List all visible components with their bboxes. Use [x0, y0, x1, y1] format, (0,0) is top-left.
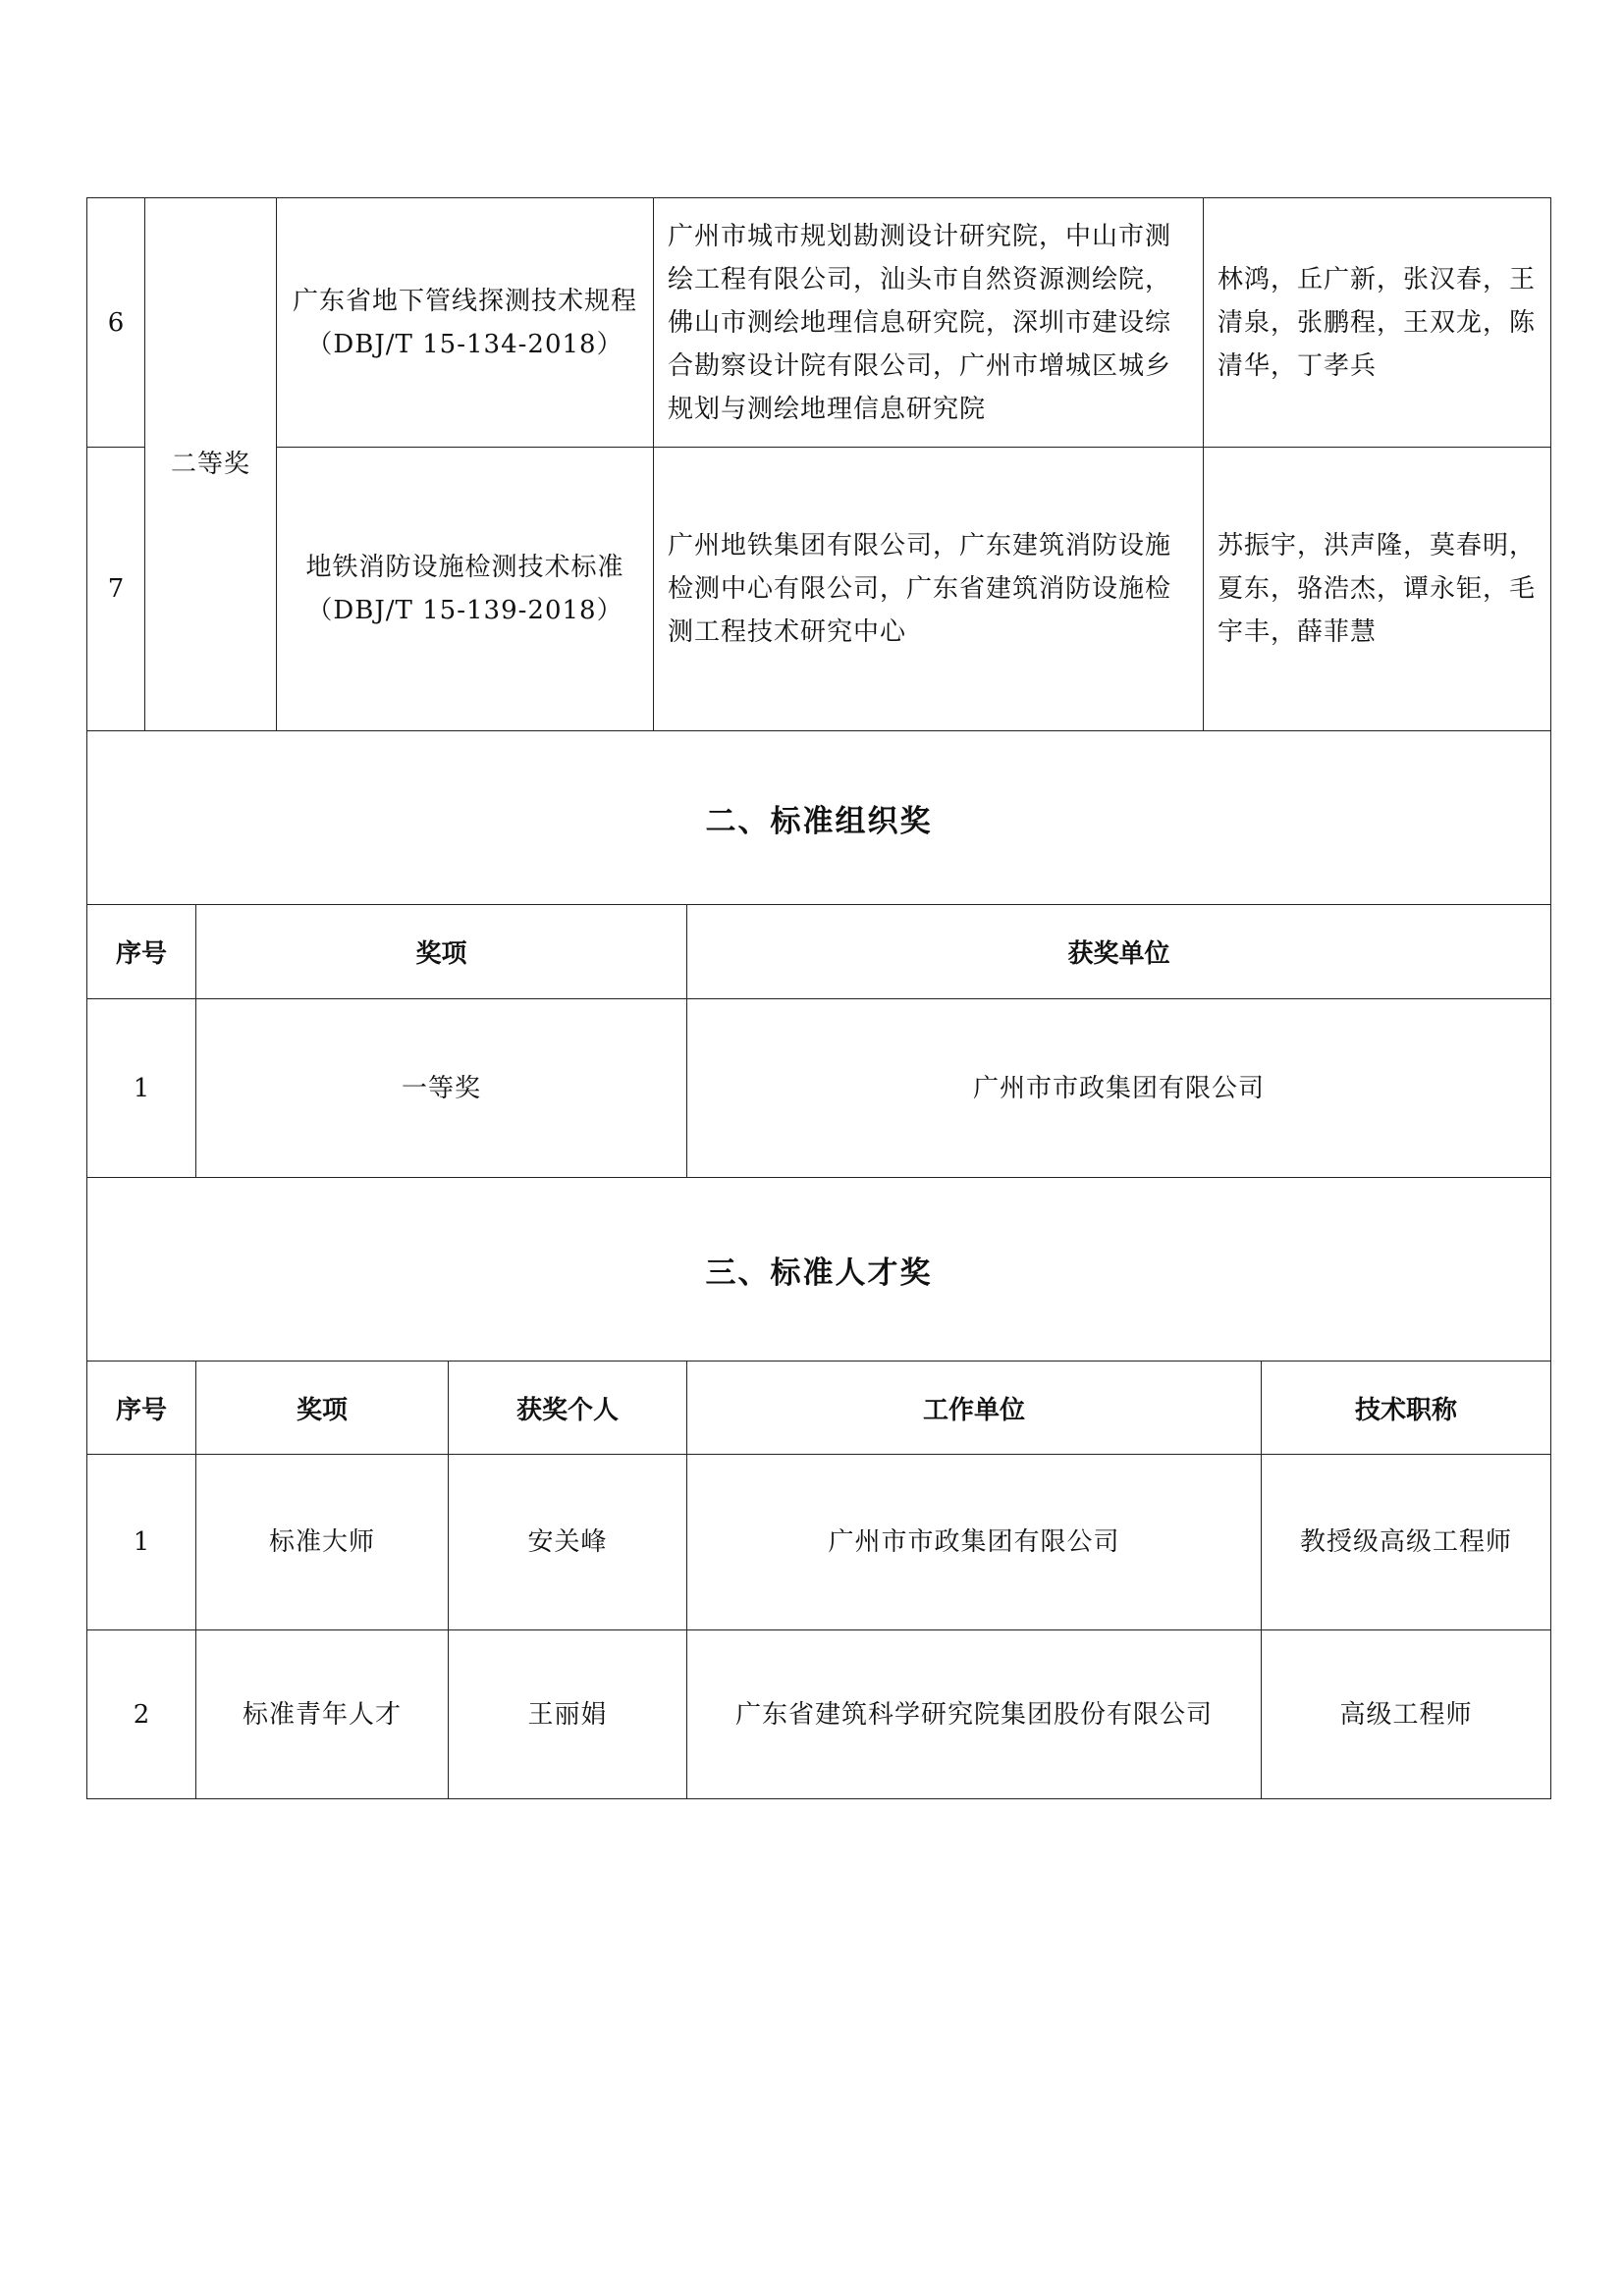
standard-cell: [277, 198, 654, 448]
standard-name: 广东省地下管线探测技术规程: [292, 286, 637, 316]
standard-name: 地铁消防设施检测技术标准: [305, 553, 624, 582]
section-title-row: [87, 731, 1551, 905]
row-number: 7: [87, 448, 145, 731]
award-cell: 一等奖: [196, 999, 687, 1178]
person-cell: 安关峰: [449, 1455, 687, 1630]
header-award: 奖项: [196, 905, 687, 999]
standard-code: （DBJ/T 15-139-2018）: [306, 596, 623, 625]
table-row: [87, 198, 1551, 448]
header-no: 序号: [87, 1362, 196, 1455]
header-award: 奖项: [196, 1362, 449, 1455]
table-row: [87, 448, 1551, 731]
table-row: [87, 1455, 1551, 1630]
header-person: 获奖个人: [449, 1362, 687, 1455]
person-cell: 王丽娟: [449, 1630, 687, 1799]
header-no: 序号: [87, 905, 196, 999]
table-row: [87, 1630, 1551, 1799]
units-cell: 广州市城市规划勘测设计研究院，中山市测绘工程有限公司，汕头市自然资源测绘院，佛山市测绘地理信息研究院，深圳市建设综合勘察设计院有限公司，广州市增城区城乡规划与测绘地理信息研究院: [654, 198, 1204, 448]
talent-award-table: [86, 1177, 1551, 1799]
section-title-row: [87, 1178, 1551, 1362]
title-cell: 高级工程师: [1262, 1630, 1551, 1799]
unit-cell: 广东省建筑科学研究院集团股份有限公司: [687, 1630, 1262, 1799]
standard-code: （DBJ/T 15-134-2018）: [306, 329, 623, 359]
organization-award-table: [86, 730, 1551, 1178]
persons-cell: 林鸿，丘广新，张汉春，王清泉，张鹏程，王双龙，陈清华，丁孝兵: [1204, 198, 1551, 448]
row-number: 2: [87, 1630, 196, 1799]
title-cell: 教授级高级工程师: [1262, 1455, 1551, 1630]
header-row: [87, 905, 1551, 999]
table-row: [87, 999, 1551, 1178]
persons-cell: 苏振宇，洪声隆，莫春明，夏东，骆浩杰，谭永钜，毛宇丰，薛菲慧: [1204, 448, 1551, 731]
award-table-continuation: [86, 197, 1551, 731]
row-number: 1: [87, 999, 196, 1178]
header-title: 技术职称: [1262, 1362, 1551, 1455]
award-cell: 标准青年人才: [196, 1630, 449, 1799]
section-title: 二、标准组织奖: [87, 731, 1551, 905]
unit-cell: 广州市市政集团有限公司: [687, 1455, 1262, 1630]
award-cell: 标准大师: [196, 1455, 449, 1630]
standard-cell: [277, 448, 654, 731]
header-row: [87, 1362, 1551, 1455]
row-number: 6: [87, 198, 145, 448]
row-number: 1: [87, 1455, 196, 1630]
unit-cell: 广州市市政集团有限公司: [687, 999, 1551, 1178]
header-unit: 获奖单位: [687, 905, 1551, 999]
award-level: 二等奖: [145, 198, 277, 731]
header-unit: 工作单位: [687, 1362, 1262, 1455]
section-title: 三、标准人才奖: [87, 1178, 1551, 1362]
units-cell: 广州地铁集团有限公司，广东建筑消防设施检测中心有限公司，广东省建筑消防设施检测工程技术研究中心: [654, 448, 1204, 731]
